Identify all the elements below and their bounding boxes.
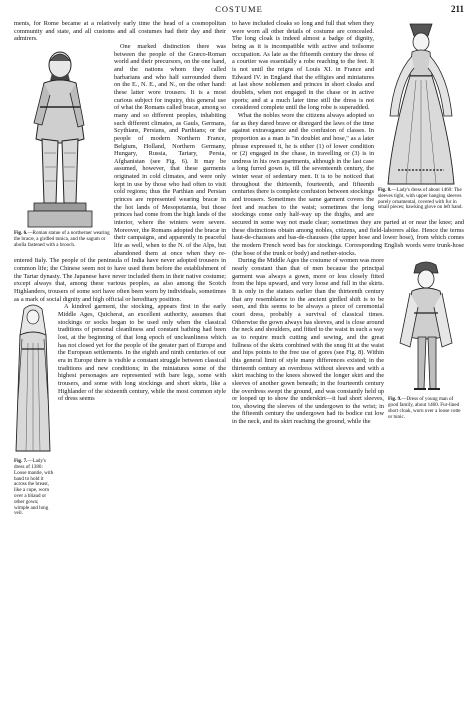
paragraph: to have included cloaks so long and full that when they were worn all other details of costume are concealed. The long cloak is indeed almost a badge of dignity, being as it is incompatible with active and toilsome occupation. As late as the fifteenth century the dress of a courtier was essentially a robe reaching to the feet. It is not until the reigns of Louis XI. in France and Edward IV. in England that the effigies and miniatures at last show noblemen and princes in short cloaks and doublets, when not engaged in the chase or in active sports; and at a much later time still the dress is not considered complete until the long robe is superadded. [232,20,374,112]
page-header [14,4,464,18]
figure-8 [378,20,464,211]
figure-6-label: Fig. 6. [14,229,28,236]
right-column [232,20,464,426]
figure-6-text: —Roman statue of a northerner wearing the bracæ, a girdled tunica, and the sagum or abolla fastened with a brooch. [14,229,110,248]
paragraph: ments, for Rome became at a relatively early time the head of a cosmopolitan community and state, and all customs and all costumes had their day and their admirers. [14,20,226,43]
figure-9 [388,261,464,420]
figure-8-text: —Lady's dress of about 1460: The sleeves tight, with upper hanging sleeves purely ornamental, covered with fur in small pieces; hawking glove on left hand. [378,187,463,211]
figure-9-label: Fig. 9. [388,396,402,403]
lady-1380-illustration [14,303,52,459]
left-column [14,20,226,519]
figure-7 [14,303,54,517]
figure-7-text: —Lady's dress of 1380: Loose mantle, with band to hold it across the breast, like a cope, worn over a bliaud or other gown; wimple and long veil. [14,458,54,517]
roman-statue-illustration [14,43,106,231]
figure-9-text: —Dress of young man of good family, about 1460. Fur-lined short cloak, worn over a loose cotte or tunic. [388,396,461,420]
figure-9-caption [388,397,464,420]
paragraph: A kindred garment, the stocking, appears first in the early Middle Ages, Quicherat, an excellent authority, assumes that stockings or socks began to be used only when the classical traditions of personal cleanliness and constant bathing had been lost, at the beginning of that long epoch of uncleanliness which has not closed yet for the people of the greater part of Europe and the European settlements. In the eighth and ninth centuries of our era in Europe there is visible a constant struggle between classical traditions and new conditions; in the miniatures some of the highest personages are represented with bare legs, some with trousers, and some with long stockings and short skirts, like a Highlander of the sixteenth century, while the most common style of dress seems [58,303,226,403]
figure-7-caption [14,459,54,517]
figure-8-label: Fig. 8. [378,187,392,193]
page-number: 211 [450,4,464,14]
figure-6-caption [14,231,110,248]
lady-1460-illustration [378,20,464,188]
young-man-1460-illustration [388,261,464,397]
paragraph: During the Middle Ages the costume of women was more nearly constant than that of men because the principal garment was always a gown, more or less closely fitted from the hips upward, and very loose and full in the skirts. It is only in the statues earlier than the thirteenth century that any resemblance to the ancient girdled shift is to be seen, and this seems to be always a piece of ceremonial court dress, probably a survival of classical times. Otherwise the gown always has sleeves, and is close around the neck and shoulders, and fitted to the waist in such a way as to require much cutting and sewing, and the great fullness of the skirts combined with the snug fit at the waist and hips points to the free use of gores (see Fig. 8). Within this general limit of style many differences existed; in the thirteenth century an overdress without sleeves and with a skirt reaching to the knees showed the longer skirt and the sleeves of another gown beneath; in the fourteenth century the overdress swept the ground, and was constantly held up or looped up to show the underskirt—it had short sleeves, too, showing the sleeves of the undergown to the wrist; in the fifteenth century the undergown had its bodice cut low in the neck, and its skirt reaching the ground, while the [232,257,384,426]
figure-7-label: Fig. 7. [14,458,28,465]
figure-8-caption [378,188,464,211]
figure-6 [14,43,110,248]
paragraph: One marked distinction there was between the people of the Græco-Roman world and their precursors, on the one hand, and the nations whom they called barbarians and who half surrounded them on the E., N. E., and N., on the other hand: these latter wore trousers. It is a most curious subject for inquiry, this general use of what the Romans called bracæ, among so many and so different peoples, inhabiting such different climates, as Gauls, Germans, Scythians, Persians, and Parthians; or the people of modern Northern France, Belgium, Holland, Northern Germany, Hungary, Russia, Tartary, Persia, Afghanistan (see Fig. 6). It may be assumed, however, that these garments originated in cold climates, and were only kept in use by those who had often to visit cold regions; thus the Parthian and Persian princes are represented wearing bracæ in the hot lands of Mesopotamia, but those princes had come from the high lands of the interior, where the winters were severe. Moreover, the Romans adopted the bracæ in their campaigns, and apparently in peaceful life as well, when to the N. of the Alps, but abandoned them at once when they re-entered Italy. The people of the peninsula of India have never adopted trousers in common life; the Chinese seem not to have used them before the establishment of the Tartar dynasty. The Japanese have never included them in their native costume; except always that, among these various peoples, as also among the Scotch Highlanders, trousers of some sort have often been worn by individuals, sometimes as a mark of social dignity and high official or hereditary position. [14,42,226,303]
running-title: COSTUME [215,4,263,14]
paragraph: What the nobles wore the citizens always adopted so far as they dared brave or disregard the laws of the time against extravagance and the confusion of classes. In proportion as a man is "in doublet and hose," as a later phrase expressed it, he is either (1) of lower condition or (2) engaged in the chase, in travelling or (3) is in undress in his own apartments, although in the last case a long furred gown is, till the seventeenth century, the winter wear of sedentary men. It is to be noticed that throughout the thirteenth, fourteenth, and fifteenth centuries there is complete confusion between stockings and trousers. Sometimes the same garment covers the feet and reaches to the waist; sometimes the long stockings come only half-way up the thighs, and are secured in some way not made clear; sometimes they are parted at or near the knee; and these distinctions obtain among nobles, citizens, and field-laborers alike. Hence the terms haut-de-chausses and bas-de-chausses (the upper hose and lower hose), from which comes the modern French word bas for stockings. Corresponding English words were trunk-hose (the hose of the trunk or body) and nether-stocks. [232,111,464,257]
